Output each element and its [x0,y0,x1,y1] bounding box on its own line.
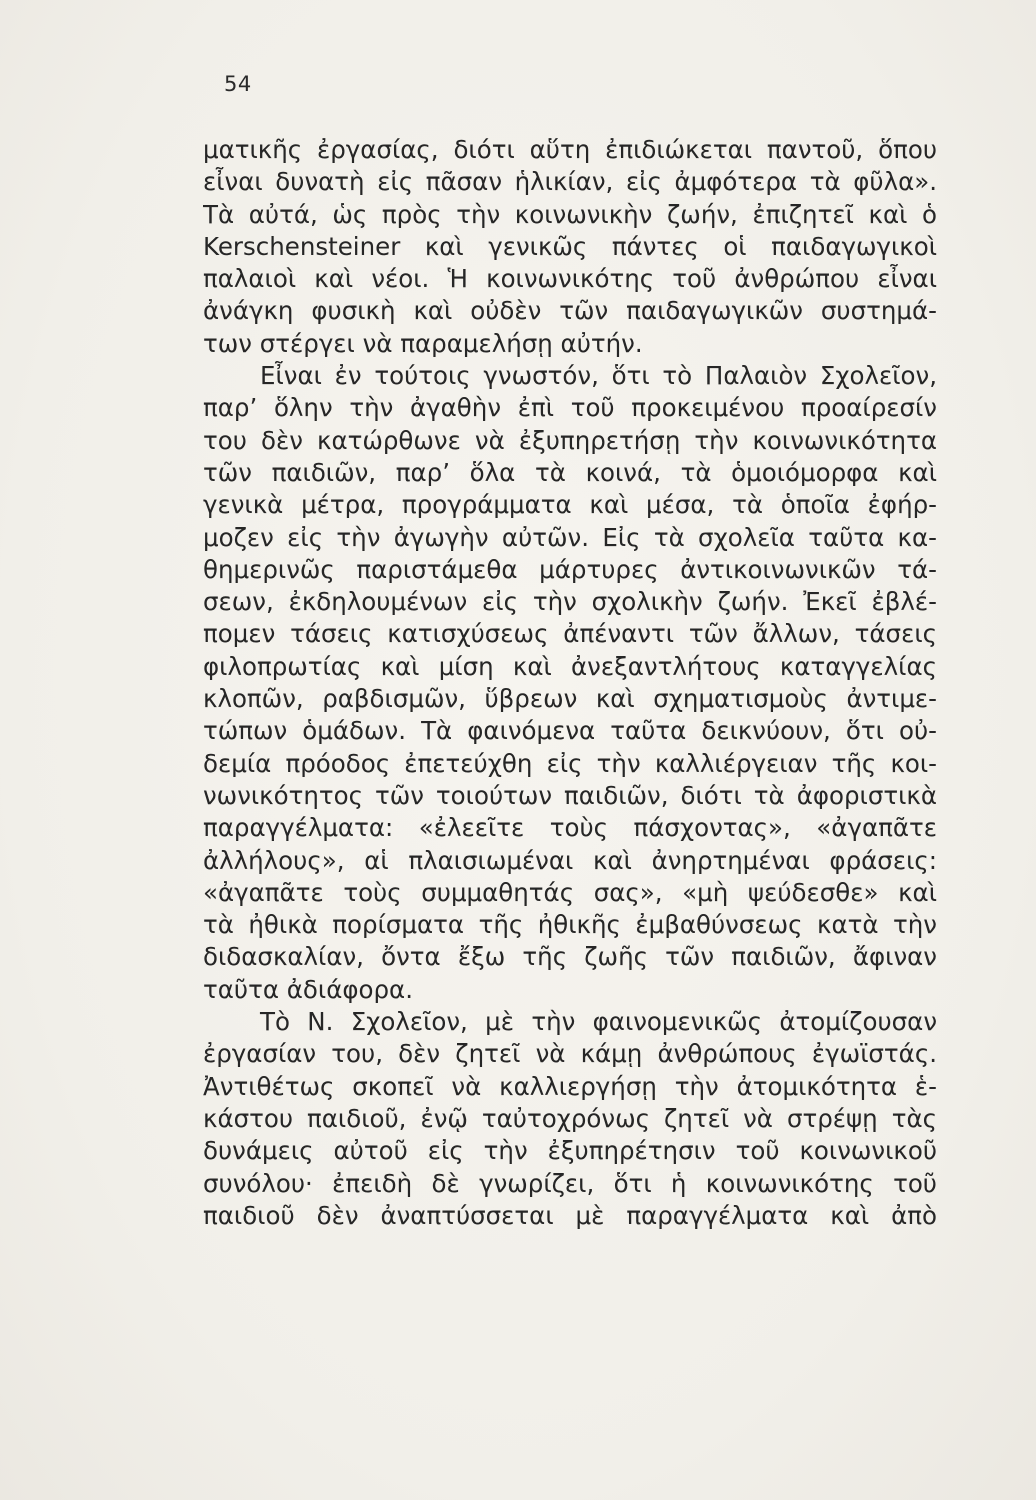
text-line: παιδιοῦ δὲν ἀναπτύσσεται μὲ παραγγέλματα καὶ ἀπὸ [203,1200,937,1230]
text-line: δυνάμεις αὐτοῦ εἰς τὴν ἐξυπηρέτησιν τοῦ κοινωνικοῦ [203,1136,937,1166]
text-line: των στέργει νὰ παραμελήσῃ αὐτήν. [203,328,643,358]
text-line: θημερινῶς παριστάμεθα μάρτυρες ἀντικοινωνικῶν τά- [203,554,937,584]
text-line: νωνικότητος τῶν τοιούτων παιδιῶν, διότι τὰ ἀφοριστικὰ [203,780,937,810]
text-line: εἶναι δυνατὴ εἰς πᾶσαν ἡλικίαν, εἰς ἀμφότερα τὰ φῦλα». [203,167,937,197]
text-line: σεων, ἐκδηλουμένων εἰς τὴν σχολικὴν ζωήν. Ἐκεῖ ἐβλέ- [203,587,937,617]
text-line: κλοπῶν, ραβδισμῶν, ὕβρεων καὶ σχηματισμοὺς ἀντιμε- [203,684,937,714]
text-line: μοζεν εἰς τὴν ἀγωγὴν αὐτῶν. Εἰς τὰ σχολεῖα ταῦτα κα- [203,522,937,552]
text-line: Τὸ Ν. Σχολεῖον, μὲ τὴν φαινομενικῶς ἀτομίζουσαν [260,1007,937,1037]
paragraph-1 [203,134,937,360]
paragraph-3 [203,1006,937,1232]
text-line: τῶν παιδιῶν, παρ’ ὅλα τὰ κοινά, τὰ ὁμοιόμορφα καὶ [203,457,937,487]
text-line: «ἀγαπᾶτε τοὺς συμμαθητάς σας», «μὴ ψεύδεσθε» καὶ [203,877,937,907]
text-line: τὰ ἠθικὰ πορίσματα τῆς ἠθικῆς ἐμβαθύνσεως κατὰ τὴν [203,910,937,940]
text-line: τώπων ὁμάδων. Τὰ φαινόμενα ταῦτα δεικνύουν, ὅτι οὐ- [203,716,937,746]
text-line: κάστου παιδιοῦ, ἐνῷ ταὐτοχρόνως ζητεῖ νὰ στρέψῃ τὰς [203,1103,937,1133]
text-line: ἀνάγκη φυσικὴ καὶ οὐδὲν τῶν παιδαγωγικῶν συστημά- [203,296,937,326]
text-line: διδασκαλίαν, ὄντα ἔξω τῆς ζωῆς τῶν παιδιῶν, ἄφιναν [203,942,937,972]
text-line: παραγγέλματα: «ἐλεεῖτε τοὺς πάσχοντας», «ἀγαπᾶτε [203,813,937,843]
page-number: 54 [224,72,252,96]
text-line: Τὰ αὐτά, ὡς πρὸς τὴν κοινωνικὴν ζωήν, ἐπιζητεῖ καὶ ὁ [203,199,937,229]
text-line: ματικῆς ἐργασίας, διότι αὕτη ἐπιδιώκεται παντοῦ, ὅπου [203,135,937,164]
text-line: Εἶναι ἐν τούτοις γνωστόν, ὅτι τὸ Παλαιὸν Σχολεῖον, [260,361,937,391]
text-line: φιλοπρωτίας καὶ μίση καὶ ἀνεξαντλήτους καταγγελίας [203,651,937,681]
text-line: γενικὰ μέτρα, προγράμματα καὶ μέσα, τὰ ὁποῖα ἐφήρ- [203,490,937,520]
text-line: Kerschensteiner καὶ γενικῶς πάντες οἱ παιδαγωγικοὶ [203,231,937,261]
text-line: παλαιοὶ καὶ νέοι. Ἡ κοινωνικότης τοῦ ἀνθρώπου εἶναι [203,264,937,294]
text-line: συνόλου· ἐπειδὴ δὲ γνωρίζει, ὅτι ἡ κοινωνικότης τοῦ [203,1168,937,1198]
body-text [203,134,937,1232]
text-line: πομεν τάσεις κατισχύσεως ἀπέναντι τῶν ἄλλων, τάσεις [203,619,937,649]
text-line: Ἀντιθέτως σκοπεῖ νὰ καλλιεργήσῃ τὴν ἀτομικότητα ἑ- [203,1071,937,1101]
text-line: ταῦτα ἀδιάφορα. [203,974,413,1004]
text-line: του δὲν κατώρθωνε νὰ ἐξυπηρετήσῃ τὴν κοινωνικότητα [203,425,937,455]
text-line: παρ’ ὅλην τὴν ἀγαθὴν ἐπὶ τοῦ προκειμένου προαίρεσίν [203,393,937,423]
text-line: ἐργασίαν του, δὲν ζητεῖ νὰ κάμῃ ἀνθρώπους ἐγωϊστάς. [203,1039,937,1069]
text-line: ἀλλήλους», αἱ πλαισιωμέναι καὶ ἀνηρτημέναι φράσεις: [203,845,937,875]
text-line: δεμία πρόοδος ἐπετεύχθη εἰς τὴν καλλιέργειαν τῆς κοι- [203,748,937,778]
paragraph-2 [203,360,937,1006]
